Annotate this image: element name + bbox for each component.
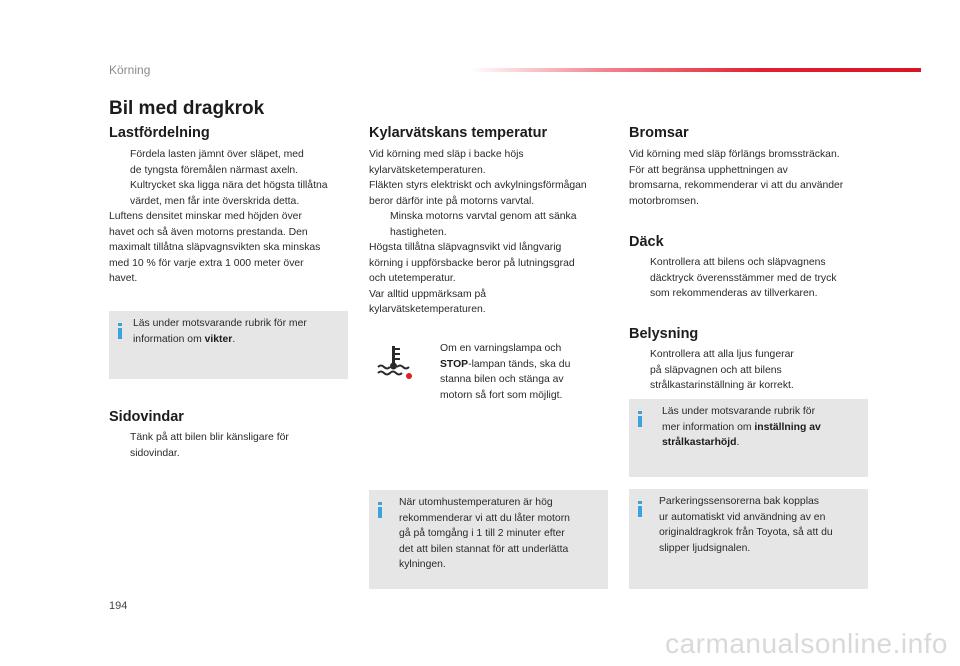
heading-belysning: Belysning xyxy=(629,326,699,342)
text-line: Luftens densitet minskar med höjden över xyxy=(109,211,302,222)
text-line: kylarvätsketemperaturen. xyxy=(369,304,486,315)
warning-text xyxy=(419,341,609,403)
info-icon xyxy=(638,501,642,517)
text-line: de tyngsta föremålen närmast axeln. xyxy=(130,164,299,176)
text-span: . xyxy=(736,437,740,448)
info-box-vikter xyxy=(109,311,348,379)
info-box-kylning xyxy=(369,490,608,589)
text-line: gå på tomgång i 1 till 2 minuter efter xyxy=(399,528,565,539)
heading-dack: Däck xyxy=(629,234,664,250)
text-line: Var alltid uppmärksam på xyxy=(369,288,487,300)
text-line: däcktryck överensstämmer med de tryck xyxy=(650,272,837,284)
text-line: När utomhustemperaturen är hög xyxy=(399,497,553,508)
info-text xyxy=(659,494,833,556)
text-line: Läs under motsvarande rubrik för mer xyxy=(133,318,307,329)
text-line: kylningen. xyxy=(399,559,446,570)
text-line xyxy=(133,332,307,348)
text-line: För att begränsa upphettningen av xyxy=(629,164,788,176)
text-line: Minska motorns varvtal genom att sänka xyxy=(390,211,577,222)
text-line: Vid körning med släp i backe höjs xyxy=(369,149,524,160)
bullet-item xyxy=(419,341,609,403)
text-line xyxy=(662,420,821,436)
text-line: maximalt tillåtna släpvagnsvikten ska minskas xyxy=(109,242,321,253)
text-line: Om en varningslampa och xyxy=(440,343,562,354)
text-line: havet och så även motorns prestanda. Den xyxy=(109,226,308,238)
text-line: rekommenderar vi att du låter motorn xyxy=(399,512,570,524)
bullet-item xyxy=(109,147,349,209)
coolant-temperature-icon xyxy=(374,343,414,381)
text-span: . xyxy=(232,333,236,345)
belysning-text xyxy=(629,347,874,394)
text-line: originaldragkrok från Toyota, så att du xyxy=(659,527,833,538)
section-label: Körning xyxy=(109,63,151,77)
text-line: strålkastarinställning är korrekt. xyxy=(650,380,794,391)
heading-sidovindar: Sidovindar xyxy=(109,409,184,425)
kylarvatska-text xyxy=(369,147,614,318)
info-text xyxy=(133,316,307,347)
keyword-installning: inställning av xyxy=(754,421,821,433)
text-line: körning i uppförsbacke beror på lutningsgrad xyxy=(369,257,575,269)
text-line: havet. xyxy=(109,273,138,284)
text-line: värdet, men får inte överskrida detta. xyxy=(130,195,300,207)
text-span: information om xyxy=(133,333,205,345)
text-line: med 10 % för varje extra 1 000 meter över xyxy=(109,257,304,269)
text-line: det att bilen stannat för att underlätta xyxy=(399,543,569,555)
text-line: hastigheten. xyxy=(390,226,447,238)
info-box-parkeringssensorer xyxy=(629,489,868,589)
keyword-vikter: vikter xyxy=(204,333,233,345)
bullet-item xyxy=(109,430,349,461)
sidovindar-text xyxy=(109,430,349,461)
dack-text xyxy=(629,255,874,302)
text-line: Tänk på att bilen blir känsligare för xyxy=(130,432,289,443)
text-line: Högsta tillåtna släpvagnsvikt vid långvarig xyxy=(369,242,562,253)
text-line: Vid körning med släp förlängs bromssträckan. xyxy=(629,149,840,160)
text-line: Fördela lasten jämnt över släpet, med xyxy=(130,149,304,160)
text-line: på släpvagnen och att bilens xyxy=(650,364,782,376)
text-line: stanna bilen och stänga av xyxy=(440,374,564,385)
text-line: som rekommenderas av tillverkaren. xyxy=(650,288,818,299)
heading-lastfordelning: Lastfördelning xyxy=(109,125,210,141)
header-rule xyxy=(470,68,921,72)
info-icon xyxy=(638,411,642,427)
keyword-stralkastarhojd: strålkastarhöjd xyxy=(662,437,737,448)
info-icon xyxy=(118,323,122,339)
info-text xyxy=(662,404,821,451)
text-line: kylarvätsketemperaturen. xyxy=(369,164,486,176)
bromsar-text xyxy=(629,147,874,209)
text-span: mer information om xyxy=(662,421,755,433)
lastfordelning-text xyxy=(109,147,349,287)
text-line: motorn så fort som möjligt. xyxy=(440,389,563,401)
text-line: sidovindar. xyxy=(130,447,180,459)
keyword-stop: STOP xyxy=(440,358,469,370)
text-line: Fläkten styrs elektriskt och avkylningsförmågan xyxy=(369,180,587,191)
bullet-item xyxy=(369,209,614,240)
heading-bromsar: Bromsar xyxy=(629,125,689,141)
heading-kylarvatska: Kylarvätskans temperatur xyxy=(369,125,548,141)
text-line: Kultrycket ska ligga nära det högsta tillåtna xyxy=(130,180,328,191)
text-line: slipper ljudsignalen. xyxy=(659,542,751,554)
text-line: Parkeringssensorerna bak kopplas xyxy=(659,496,819,507)
text-line xyxy=(440,357,609,373)
page-number: 194 xyxy=(109,600,128,612)
info-box-stralkastare xyxy=(629,399,868,477)
text-line: bromsarna, rekommenderar vi att du använder xyxy=(629,180,844,191)
text-line xyxy=(662,435,821,451)
watermark: carmanualsonline.info xyxy=(665,628,948,659)
bullet-item xyxy=(629,347,874,394)
text-line: motorbromsen. xyxy=(629,195,699,207)
text-line: Kontrollera att alla ljus fungerar xyxy=(650,349,794,360)
text-line: Kontrollera att bilens och släpvagnens xyxy=(650,257,826,268)
text-line: ur automatiskt vid användning av en xyxy=(659,511,826,523)
info-text xyxy=(399,495,570,573)
info-icon xyxy=(378,502,382,518)
bullet-item xyxy=(629,255,874,302)
text-span: -lampan tänds, ska du xyxy=(468,358,571,370)
text-line: beror därför inte på motorns varvtal. xyxy=(369,195,535,207)
coolant-warning-box xyxy=(369,331,608,411)
text-line: och utetemperatur. xyxy=(369,273,456,284)
page-title: Bil med dragkrok xyxy=(109,98,265,119)
text-line: Läs under motsvarande rubrik för xyxy=(662,406,816,417)
